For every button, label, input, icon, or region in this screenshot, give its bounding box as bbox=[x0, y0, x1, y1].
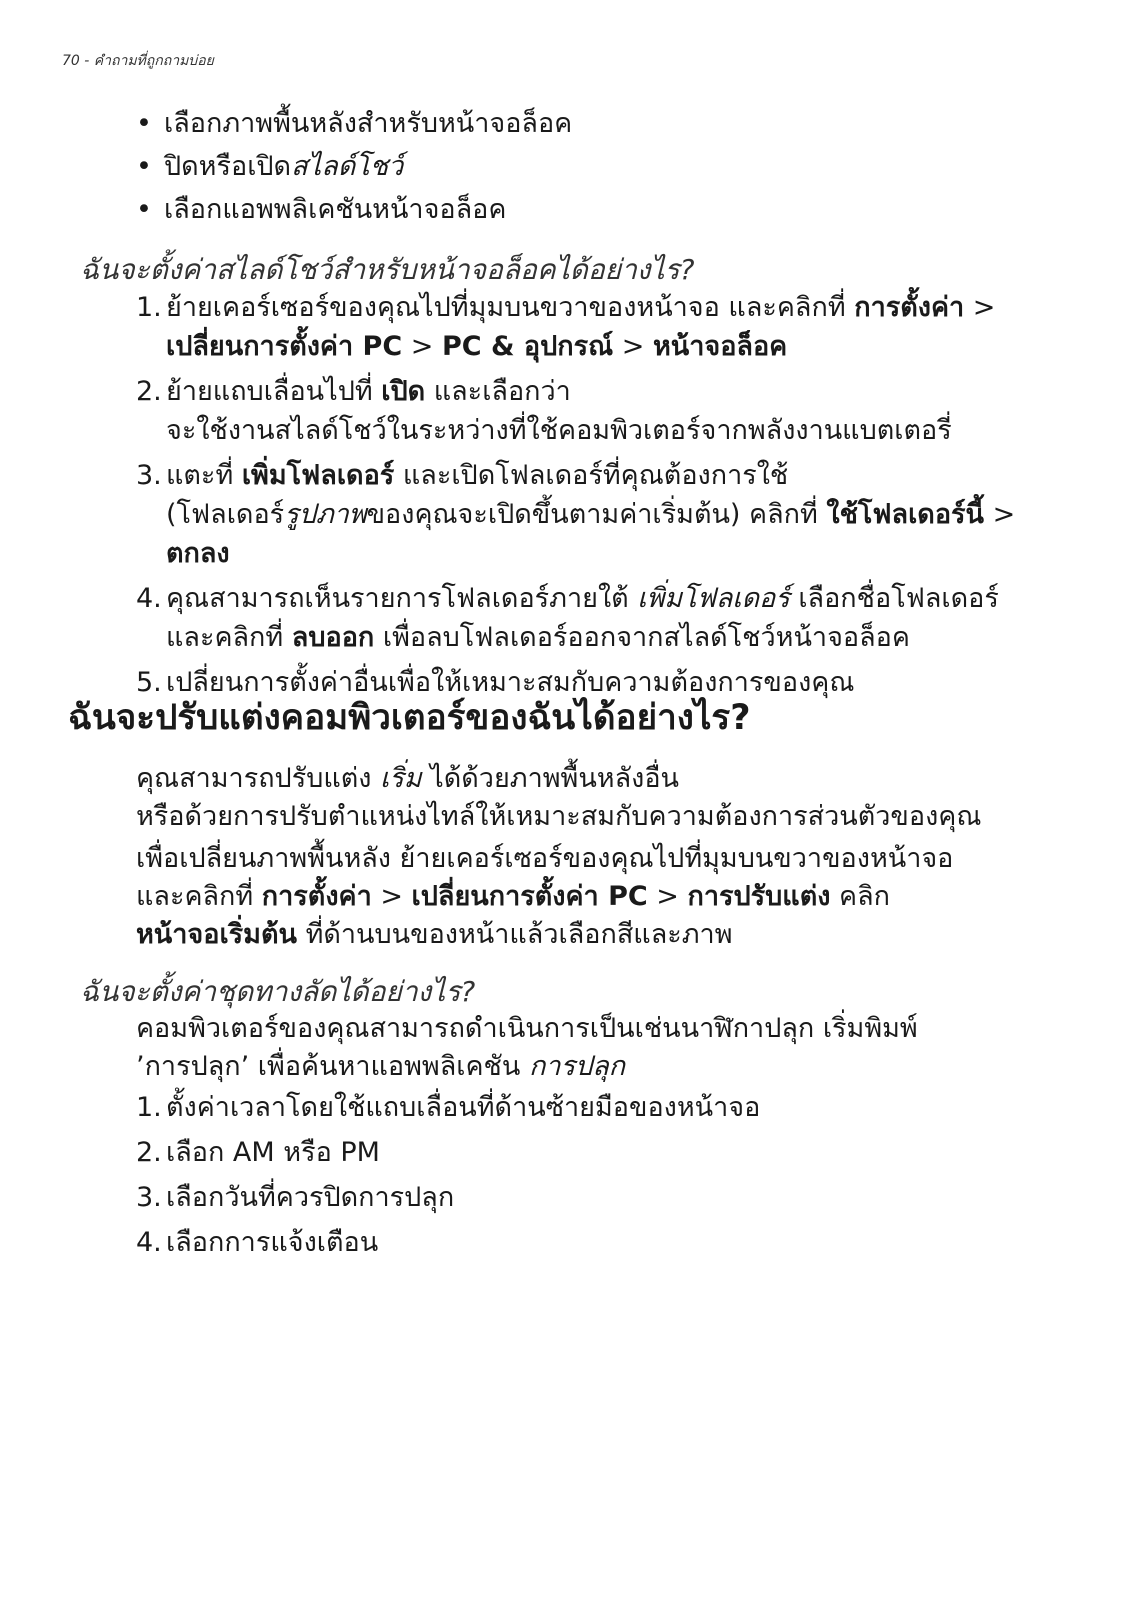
step-item: 1. ตั้งค่าเวลาโดยใช้แถบเลื่อนที่ด้านซ้ายมือของหน้าจอ bbox=[136, 1092, 761, 1123]
alarm-steps bbox=[136, 1088, 1036, 1268]
section-subheading: ฉันจะตั้งค่าชุดทางลัดได้อย่างไร? bbox=[80, 975, 476, 1008]
section-subheading: ฉันจะตั้งค่าสไลด์โชว์สำหรับหน้าจอล็อคได้อย่างไร? bbox=[80, 253, 695, 286]
step-item: 1. ย้ายเคอร์เซอร์ของคุณไปที่มุมบนขวาของหน้าจอ และคลิกที่ การตั้งค่า > เปลี่ยนการตั้งค่า PC > PC & อุปกรณ์ > หน้าจอล็อค bbox=[136, 292, 996, 362]
bullet-icon: • bbox=[136, 108, 152, 139]
feature-bullet-list bbox=[136, 102, 572, 231]
page-header: 70 - คำถามที่ถูกถามบ่อย bbox=[62, 53, 214, 69]
bullet-icon: • bbox=[136, 151, 152, 182]
step-item: 3. เลือกวันที่ควรปิดการปลุก bbox=[136, 1182, 455, 1213]
bullet-icon: • bbox=[136, 194, 152, 225]
step-item: 2. ย้ายแถบเลื่อนไปที่ เปิด และเลือกว่า จะใช้งานสไลด์โชว์ในระหว่างที่ใช้คอมพิวเตอร์จากพลังงานแบตเตอรี่ bbox=[136, 376, 952, 446]
alarm-paragraph: คอมพิวเตอร์ของคุณสามารถดำเนินการเป็นเช่นนาฬิกาปลุก เริ่มพิมพ์ ’การปลุก’ เพื่อค้นหาแอพพลิเคชัน การปลุก bbox=[136, 1013, 918, 1082]
step-item: 4. เลือกการแจ้งเตือน bbox=[136, 1227, 379, 1258]
step-item: 3. แตะที่ เพิ่มโฟลเดอร์ และเปิดโฟลเดอร์ที่คุณต้องการใช้ (โฟลเดอร์รูปภาพของคุณจะเปิดขึ้นตามค่าเริ่มต้น) คลิกที่ ใช้โฟลเดอร์นี้ > ตกลง bbox=[136, 460, 1016, 569]
slideshow-steps bbox=[136, 288, 1036, 708]
customize-paragraph: คุณสามารถปรับแต่ง เริ่ม ได้ด้วยภาพพื้นหลังอื่น หรือด้วยการปรับตำแหน่งไทล์ให้เหมาะสมกับความต้องการส่วนตัวของคุณ bbox=[136, 763, 982, 832]
list-item: • เลือกแอพพลิเคชันหน้าจอล็อค bbox=[136, 188, 572, 231]
step-item: 5. เปลี่ยนการตั้งค่าอื่นเพื่อให้เหมาะสมกับความต้องการของคุณ bbox=[136, 667, 855, 698]
list-item: • เลือกภาพพื้นหลังสำหรับหน้าจอล็อค bbox=[136, 102, 572, 145]
background-paragraph: เพื่อเปลี่ยนภาพพื้นหลัง ย้ายเคอร์เซอร์ของคุณไปที่มุมบนขวาของหน้าจอ และคลิกที่ การตั้งค่า > เปลี่ยนการตั้งค่า PC > การปรับแต่ง คลิก หน้าจอเริ่มต้น ที่ด้านบนของหน้าแล้วเลือกสีและภาพ bbox=[136, 843, 954, 950]
list-item: • ปิดหรือเปิดสไลด์โชว์ bbox=[136, 145, 572, 188]
step-item: 2. เลือก AM หรือ PM bbox=[136, 1137, 380, 1168]
section-heading: ฉันจะปรับแต่งคอมพิวเตอร์ของฉันได้อย่างไร? bbox=[68, 698, 751, 738]
step-item: 4. คุณสามารถเห็นรายการโฟลเดอร์ภายใต้ เพิ่มโฟลเดอร์ เลือกชื่อโฟลเดอร์ และคลิกที่ ลบออก เพื่อลบโฟลเดอร์ออกจากสไลด์โชว์หน้าจอล็อค bbox=[136, 583, 999, 653]
